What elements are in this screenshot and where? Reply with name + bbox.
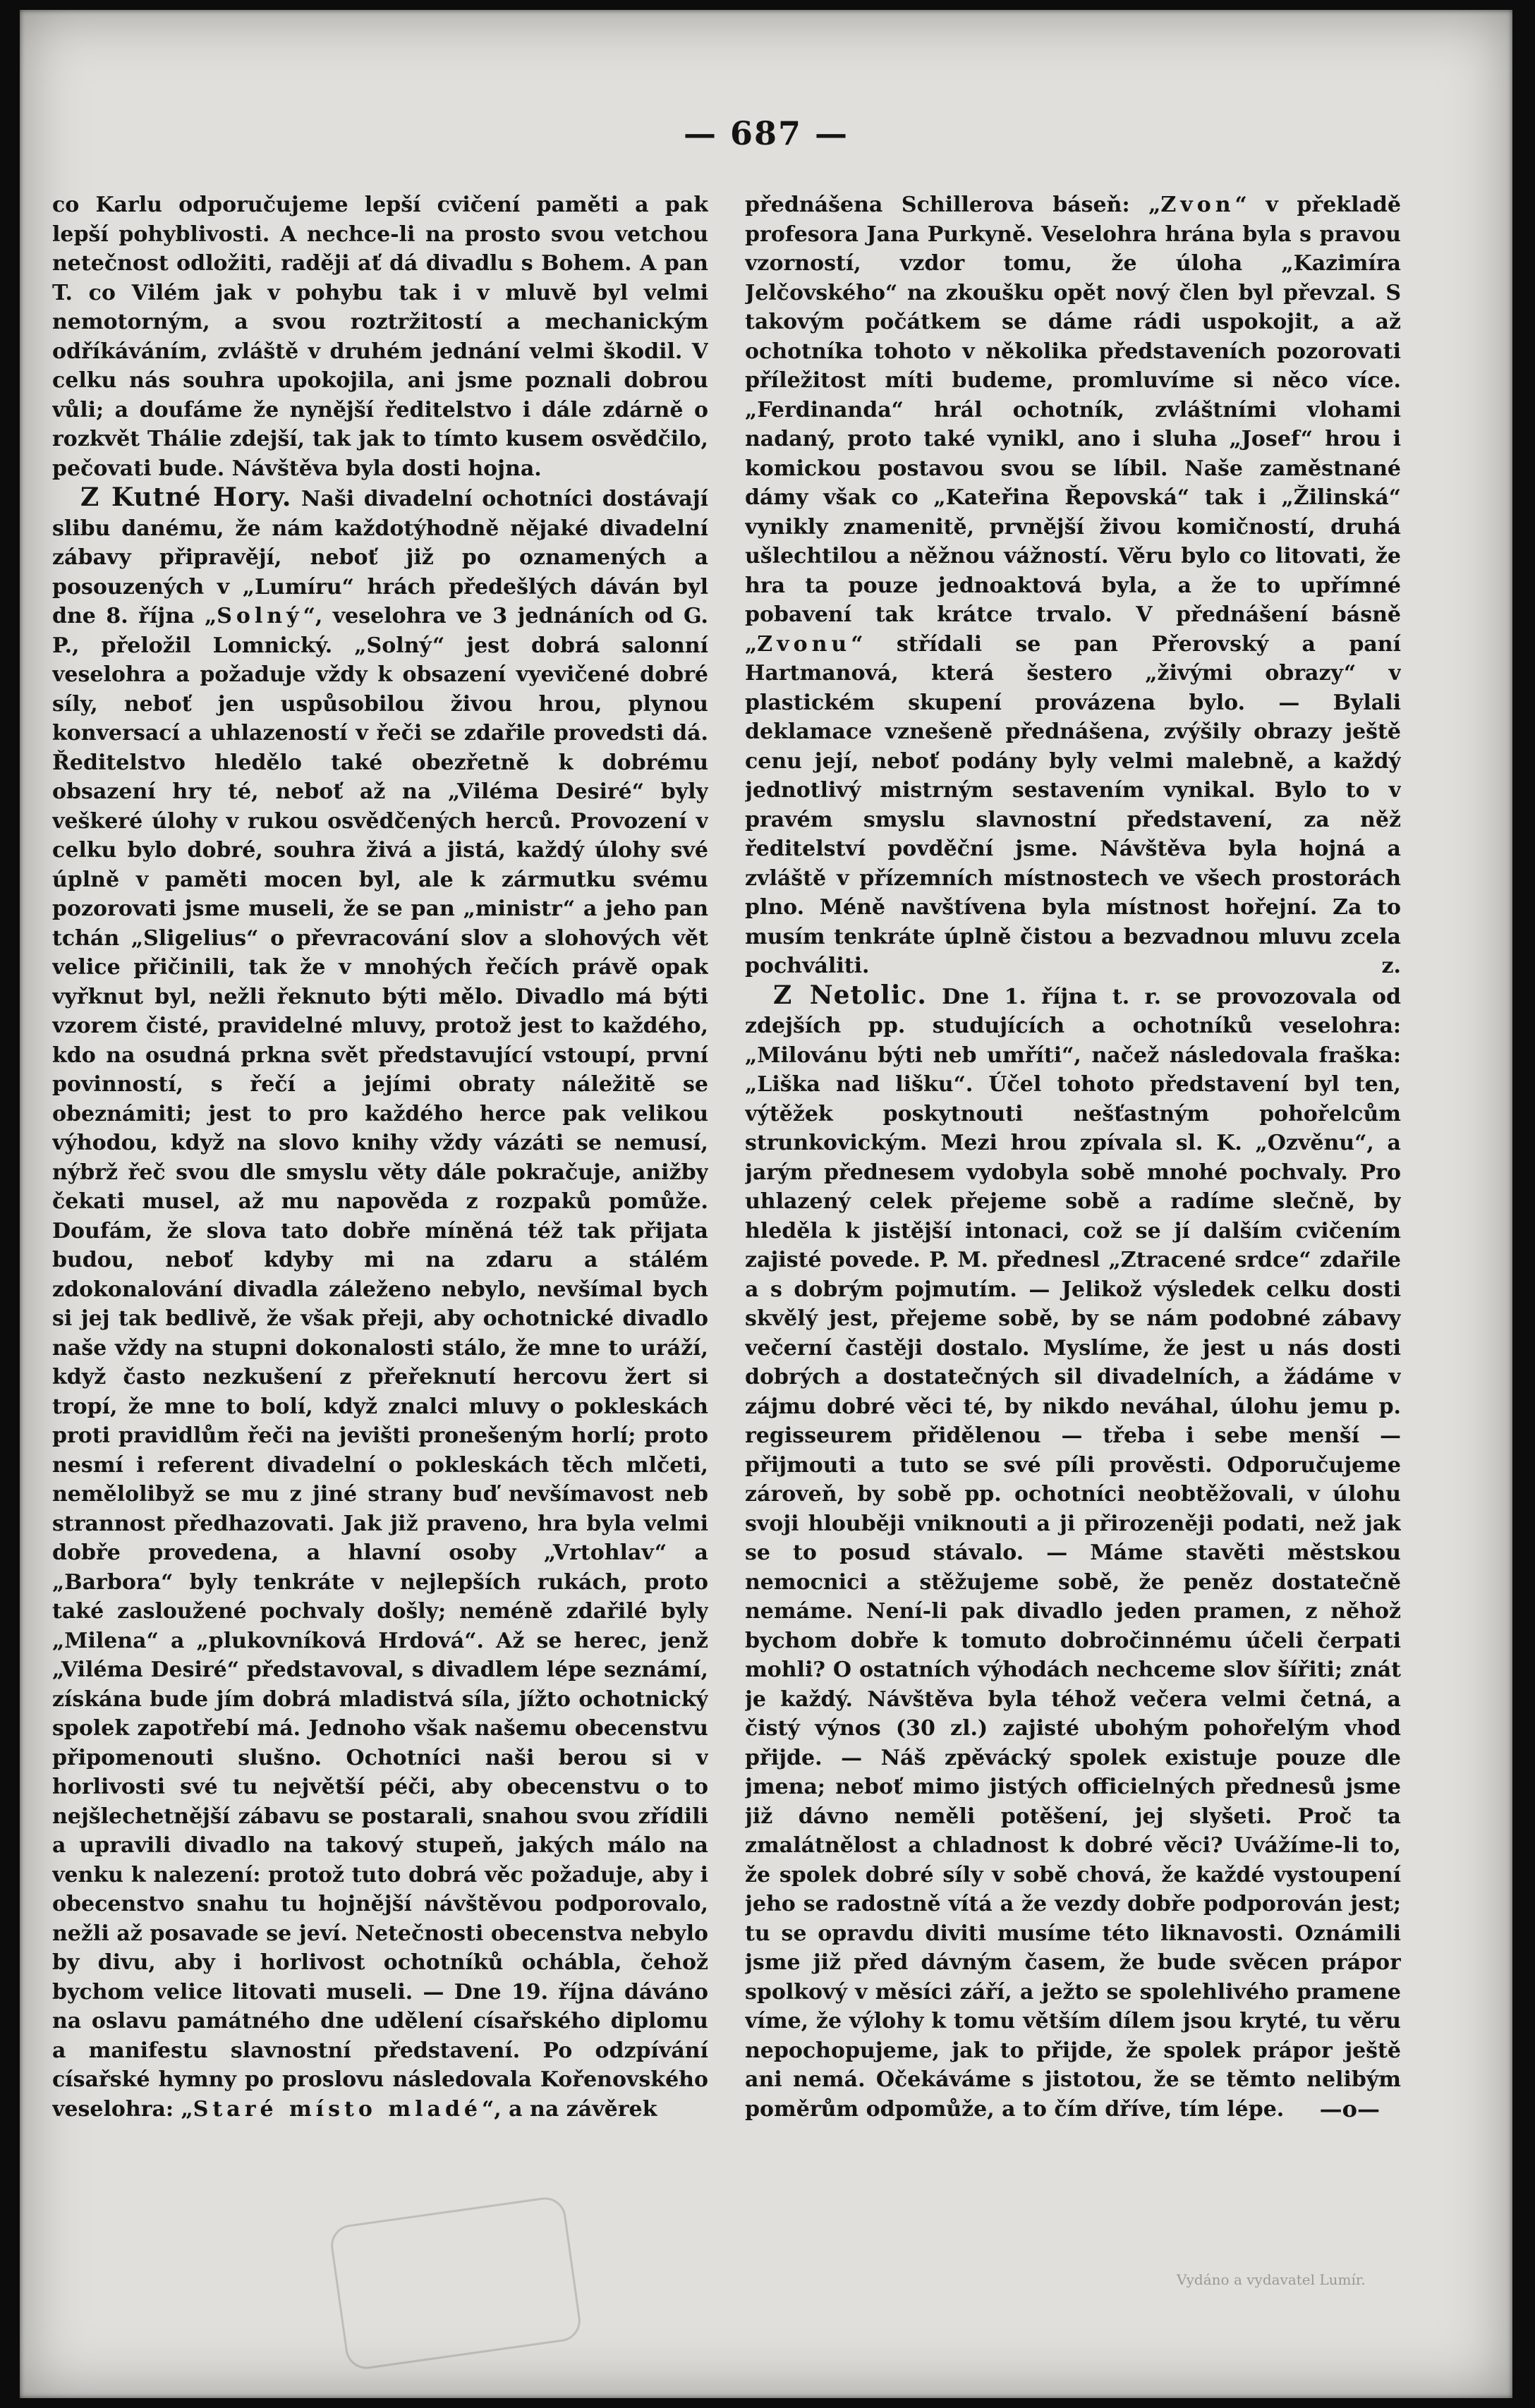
right-paragraph-1-text-a: přednášena Schillerova báseň: „ xyxy=(745,193,1161,217)
newspaper-page xyxy=(20,10,1512,2398)
right-paragraph-2-text: Dne 1. října t. r. se provozovala od zdejších pp. studujících a ochotníků veselohra: „Milovánu býti neb umříti“, načež následovala fraška: „Liška nad lišku“. Účel tohoto představení byl ten, výtěžek poskytnouti nešťastným pohořelcům strunkovickým. Mezi hrou zpívala sl. K. „Ozvěnu“, a jarým přednesem vydobyla sobě mnohé pochvaly. Pro uhlazený celek přejeme sobě a radíme slečně, by hleděla k jistější intonaci, což se jí dalším cvičením zajisté povede. P. M. přednesl „Ztracené srdce“ zdařile a s dobrým pojmutím. — Jelikož výsledek celku dosti skvělý jest, přejeme sobě, by se nám podobné zábavy večerní častěji dostalo. Myslíme, že jest u nás dosti dobrých a dostatečných sil divadelních, a žádáme v zájmu dobré věci té, by nikdo neváhal, úlohu jemu p. regisseurem přidělenou — třeba i sebe menší — přijmouti a tuto se své píli prověsti. Odporučujeme zároveň, by sobě pp. ochotníci neobtěžovali, v úlohu svoji hlouběji vniknouti a ji přirozeněji podati, než jak se to posud stávalo. — Máme stavěti městskou nemocnici a stěžujeme sobě, že peněz dostatečně nemáme. Není-li pak divadlo jeden pramen, z něhož bychom dobře k tomuto dobročinnému účeli čerpati mohli? O ostatních výhodách nechceme slov šířiti; znát je každý. Návštěva byla téhož večera velmi četná, a čistý výnos (30 zl.) zajisté ubohým pohořelým vhod přijde. — Náš zpěvácký spolek existuje pouze dle jmena; neboť mimo jistých officielných přednesů jsme již dávno neměli potěšení, jej slyšeti. Proč ta zmalátnělost a chladnost k dobré věci? Uvážíme-li to, že spolek dobré síly v sobě chová, že každé vystoupení jeho se radostně vítá a že vezdy dobře podporován jest; tu se opravdu diviti musíme této liknavosti. Oznámili jsme již před dávným časem, že bude svěcen prápor spolkový v měsíci září, a ježto se spolehlivého pramene víme, že výlohy k tomu větším dílem jsou kryté, tu věru nepochopujeme, jak to přijde, že spolek prápor ještě ani nemá. Očekáváme s jistotou, že se těmto nelibým poměrům odpomůže, a to čím dříve, tím lépe. xyxy=(745,984,1401,2122)
author-signature: z. xyxy=(1381,954,1401,978)
left-paragraph-2 xyxy=(52,483,708,2124)
left-paragraph-1: co Karlu odporučujeme lepší cvičení paměti a pak lepší pohyblivosti. A nechce-li na prosto svou vetchou netečnost odložiti, raději ať dá divadlu s Bohem. A pan T. co Vilém jak v pohybu tak i v mluvě byl velmi nemotorným, a svou roztržitostí a mechanickým odříkáváním, zvláště v druhém jednání velmi škodil. V celku nás souhra upokojila, ani jsme poznali dobrou vůli; a doufáme že nynější ředitelstvo i dále zdárně o rozkvět Thálie zdejší, tak jak to tímto kusem osvědčilo, pečovati bude. Návštěva byla dosti hojna. xyxy=(52,193,708,481)
right-paragraph-2 xyxy=(745,981,1401,2124)
right-paragraph-1 xyxy=(745,190,1401,981)
section-heading-kutna-hora: Z Kutné Hory. xyxy=(80,482,292,512)
right-paragraph-1-text-b: “ v překladě profesora Jana Purkyně. Veselohra hrána byla s pravou vzorností, vzdor tomu, že úloha „Kazimíra Jelčovského“ na zkoušku opět nový člen byl převzal. S takovým počátkem se dáme rádi uspokojit, a až ochotníka tohoto v několika představeních pozorovati příležitost míti budeme, promluvíme si něco více. „Ferdinanda“ hrál ochotník, zvláštními vlohami nadaný, proto také vynikl, ano i sluha „Josef“ hrou i komickou postavou svou se líbil. Naše zaměstnané dámy však co „Kateřina Řepovská“ tak i „Žilinská“ vynikly znamenitě, prvnější živou komičností, druhá ušlechtilou a něžnou vážností. Věru bylo co litovati, že hra ta pouze jednoaktová byla, a že to upřímné pobavení tak krátce trvalo. V přednášení básně „ xyxy=(745,193,1401,657)
play-title-solny: Solný xyxy=(217,604,303,628)
right-column xyxy=(745,190,1401,2313)
section-heading-netolice: Z Netolic. xyxy=(773,980,927,1010)
play-title-stare-misto: Staré místo mladé xyxy=(193,2096,483,2122)
poem-title-zvon: Zvon xyxy=(1160,193,1235,217)
left-paragraph-2-text-c: “, a na závěrek xyxy=(482,2096,657,2122)
page-number: — 687 — xyxy=(683,114,849,152)
faded-imprint-line: Vydáno a vydavatel Lumír. xyxy=(1177,2271,1366,2288)
left-paragraph-2-text-b: “, veselohra ve 3 jednáních od G. P., přeložil Lomnický. „Solný“ jest dobrá salonní veselohra a požaduje vždy k obsazení vyevičené dobré síly, neboť jen uspůsobilou živou hrou, plynou konversací a uhlazeností v řeči se zdařile provedsti dá. Ředitelstvo hledělo také obezřetně k dobrému obsazení hry té, neboť až na „Viléma Desiré“ byly veškeré úlohy v rukou osvědčených herců. Provození v celku bylo dobré, souhra živá a jistá, každý úlohy své úplně v paměti mocen byl, ale k zármutku svému pozorovati jsme museli, že se pan „ministr“ a jeho pan tchán „Sligelius“ o převracování slov a slohových vět velice přičinili, tak že v mnohých řečích právě opak vyřknut byl, nežli řeknuto býti mělo. Divadlo má býti vzorem čisté, pravidelné mluvy, protož jest to každého, kdo na osudná prkna svět představující vstoupí, první povinností, s řečí a jejími obraty náležitě se obeznámiti; jest to pro každého herce pak velikou výhodou, když na slovo knihy vždy vázáti se nemusí, nýbrž řeč svou dle smyslu věty dále pokračuje, anižby čekati musel, až mu napověda z rozpaků pomůže. Doufám, že slova tato dobře míněná též tak přijata budou, neboť kdyby mi na zdaru a stálém zdokonalování divadla záleženo nebylo, nevšímal bych si jej tak bedlivě, že však přeji, aby ochotnické divadlo naše vždy na stupni dokonalosti stálo, že mne to uráží, když často nezkušení z přeřeknutí hercovu žert si tropí, že mne to bolí, když znalci mluvy o pokleskách proti pravidlům řeči na jevišti pronešeným horlí; proto nesmí i referent divadelní o pokleskách těch mlčeti, nemělolibyž se mu z jiné strany buď nevšímavost neb strannost předhazovati. Jak již praveno, hra byla velmi dobře provedena, a hlavní osoby „Vrtohlav“ a „Barbora“ byly tenkráte v nejlepších rukách, proto také zasloužené pochvaly došly; neméně zdařilé byly „Milena“ a „plukovníková Hrdová“. Až se herec, jenž „Viléma Desiré“ představoval, s divadlem lépe seznámí, získána bude jím dobrá mladistvá síla, jížto ochotnický spolek zapotřebí má. Jednoho však našemu obecenstvu připomenouti slušno. Ochotníci naši berou si v horlivosti své tu největší péči, aby obecenstvu o to nejšlechetnější zábavu se postarali, snahou svou zřídili a upravili divadlo na takový stupeň, jakých málo na venku k nalezení: protož tuto dobrá věc požaduje, aby i obecenstvo snahu tu hojnější návštěvou podporovalo, nežli až posavade se jeví. Netečnosti obecenstva nebylo by divu, aby i horlivost ochotníků ochábla, čehož bychom velice litovati museli. — Dne 19. října dáváno na oslavu památného dne udělení císařského diplomu a manifestu slavnostní představení. Po odzpívání císařské hymny po proslovu následovala Kořenovského veselohra: „ xyxy=(52,604,708,2122)
left-paragraph-2-text-a: Naši divadelní ochotníci dostávají slibu danému, že nám každotýhodně nějaké divadelní zábavy připravějí, neboť již po oznamených a posouzených v „Lumíru“ hrách předešlých dáván byl dne 8. října „ xyxy=(52,487,708,628)
right-paragraph-1-text-c: “ střídali se pan Přerovský a paní Hartmanová, která šestero „živými obrazy“ v plastickém skupení provázena bylo. — Bylali deklamace vznešeně přednášena, zvýšily obrazy ještě cenu její, neboť podány byly velmi malebně, a každý jednotlivý mistrným sestavením vynikal. Bylo to v pravém smyslu slavnostní představení, za něž ředitelství povděční jsme. Návštěva byla hojná a zvláště v přízemních místnostech ve všech prostorách plno. Méně navštívena byla místnost hořejní. Za to musím tenkráte úplně čistou a bezvadnou mluvu zcela pochváliti. xyxy=(745,631,1401,978)
poem-title-zvonu: Zvonu xyxy=(757,631,851,657)
end-ornament: —o— xyxy=(1319,2095,1380,2122)
left-column xyxy=(52,190,708,2313)
